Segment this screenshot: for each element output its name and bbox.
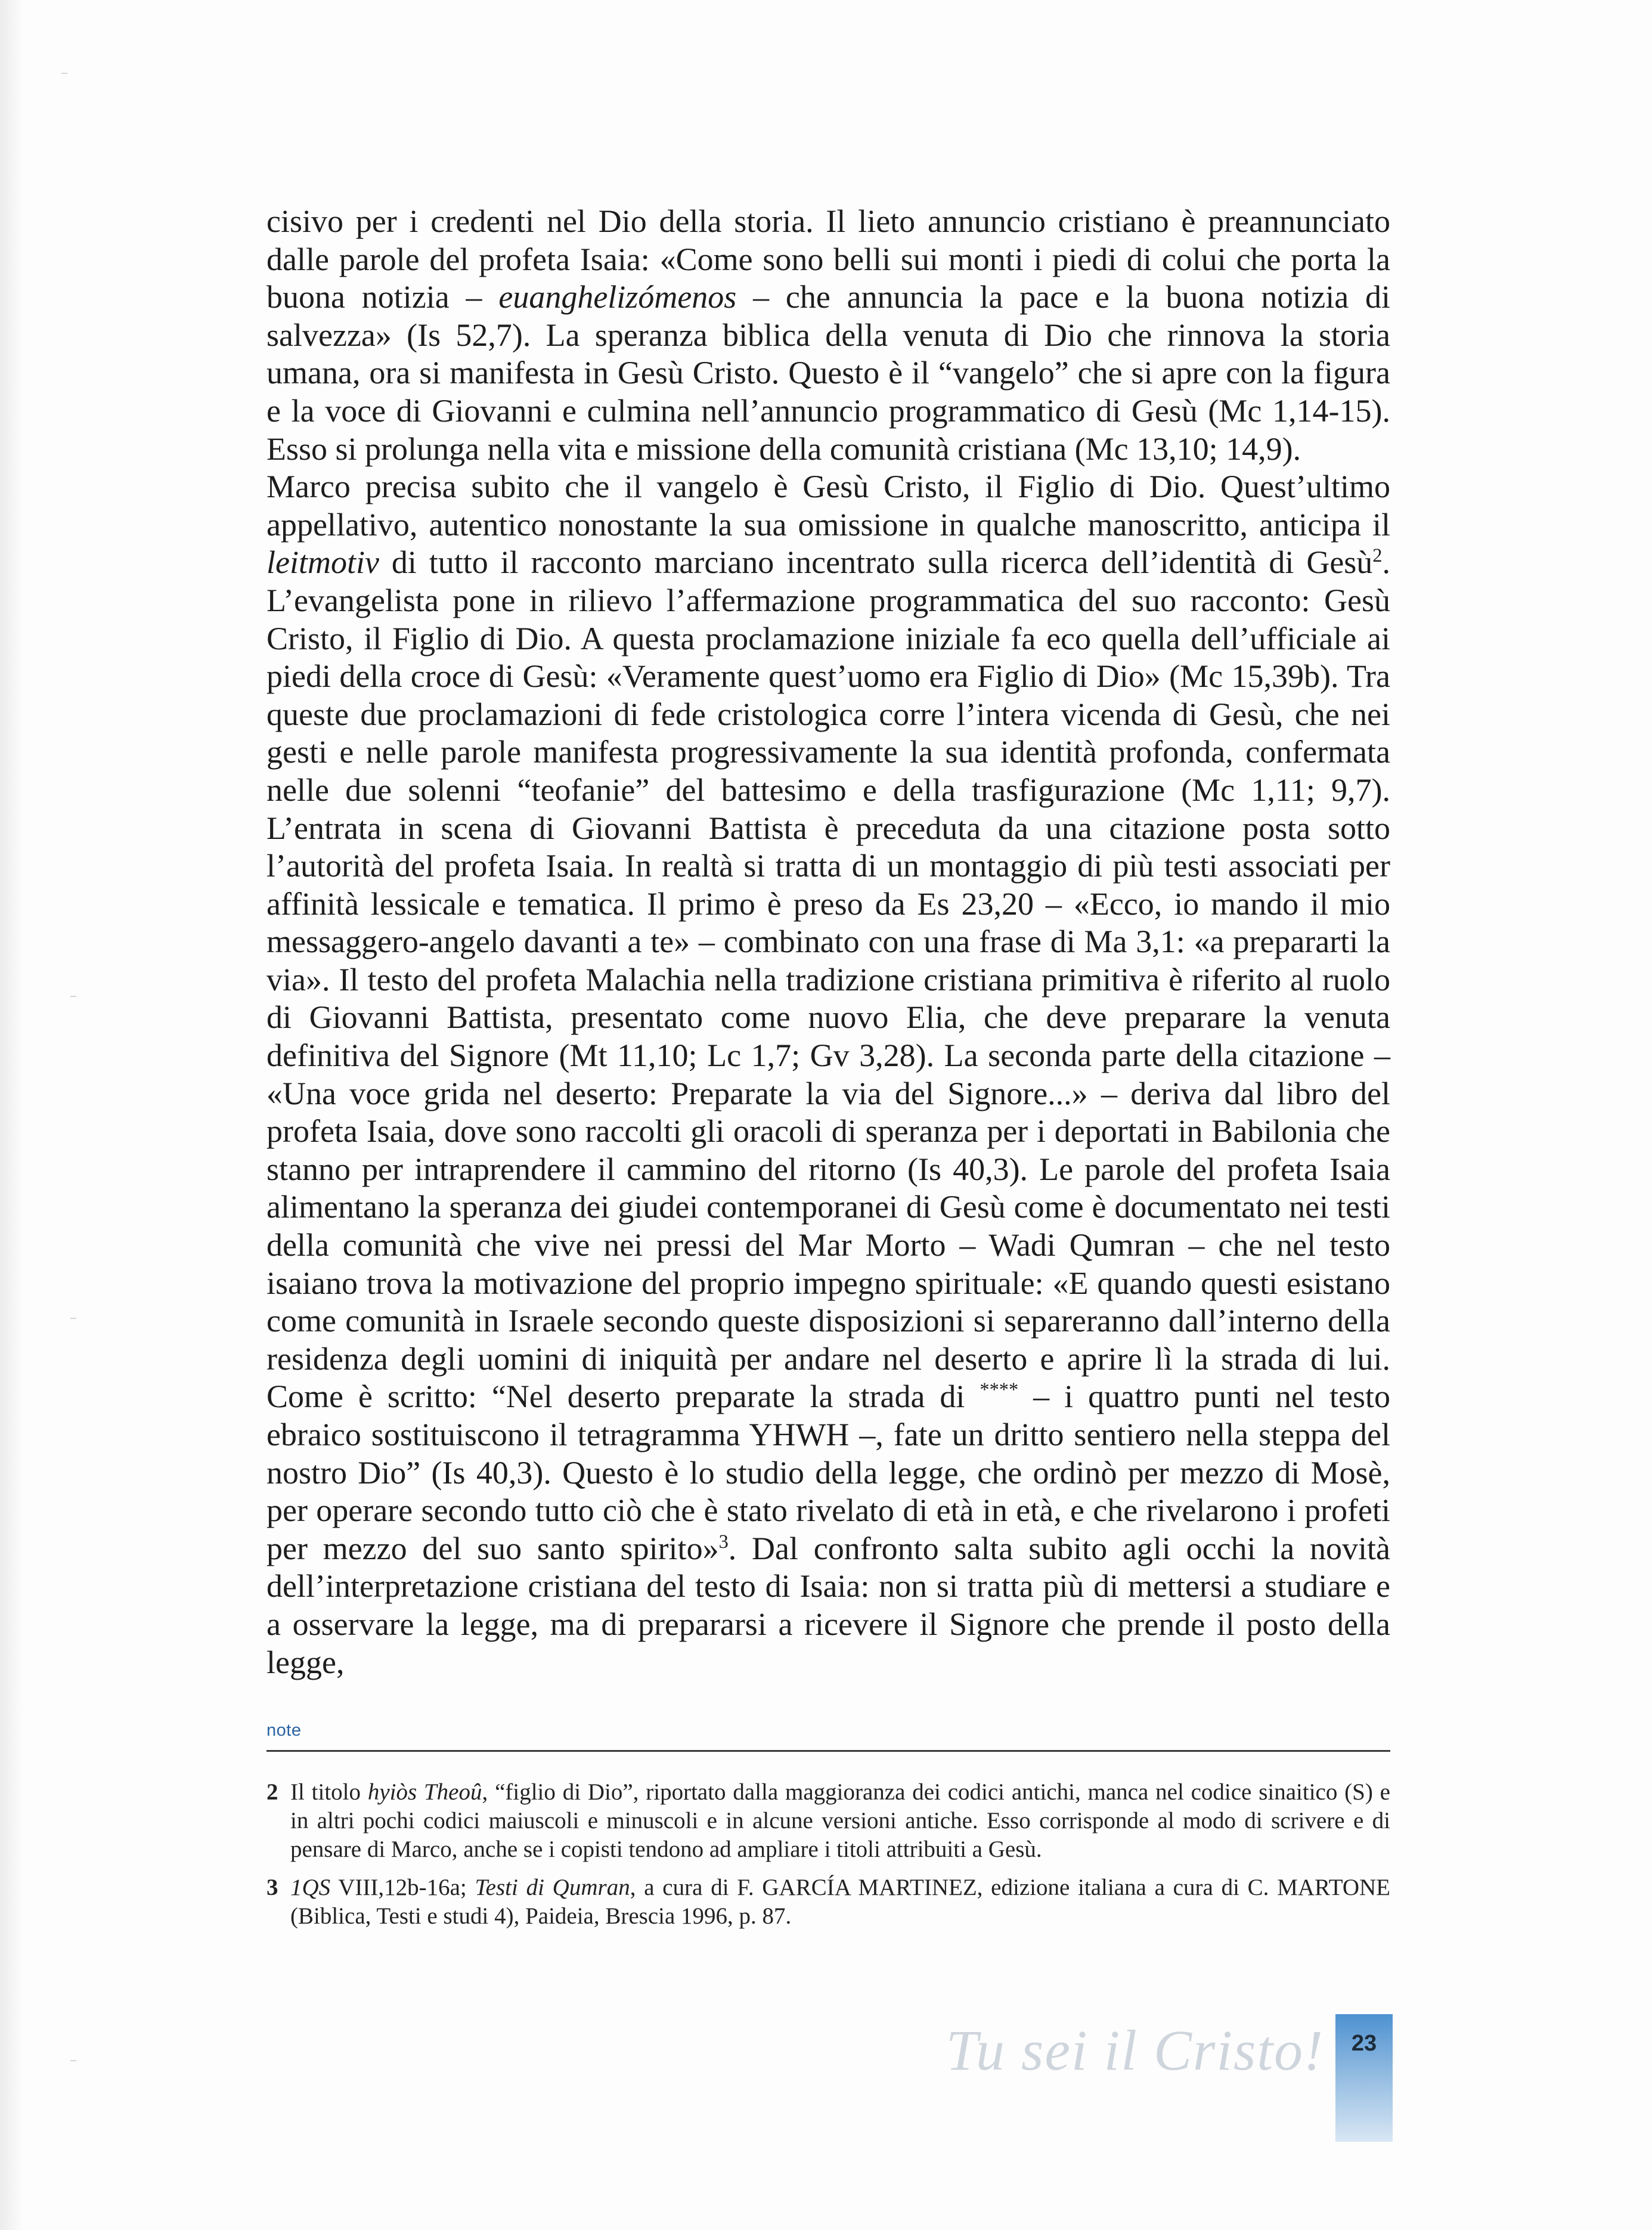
superscript: 2 bbox=[1372, 545, 1383, 567]
italic-text: leitmotiv bbox=[266, 544, 379, 581]
text-run: VIII,12b-16a; bbox=[330, 1875, 475, 1900]
text-run: . Dal confronto salta subito agli occhi la novità dell’interpretazione cristiana del testo di Isaia: non si tratta più di mettersi a studiare e a osservare la legge, ma di prepararsi a ricevere il Signore che prende il posto della legge, bbox=[266, 1530, 1390, 1680]
italic-text: 1QS bbox=[290, 1875, 331, 1900]
notes-heading: note bbox=[266, 1721, 302, 1740]
footnote-number: 3 bbox=[266, 1875, 278, 1900]
notes-divider bbox=[266, 1750, 1390, 1752]
footnote-3 bbox=[266, 1873, 1390, 1931]
page-number: 23 bbox=[1351, 2031, 1377, 2056]
italic-text: euanghelizómenos bbox=[498, 279, 737, 315]
superscript: **** bbox=[980, 1379, 1019, 1401]
text-run: di tutto il racconto marciano incentrato sulla ricerca dell’identità di Gesù bbox=[379, 544, 1373, 581]
italic-text: Testi di Qumran bbox=[475, 1875, 630, 1900]
text-run: . L’evangelista pone in rilievo l’affermazione programmatica del suo racconto: Gesù Cristo, il Figlio di Dio. A questa proclamazione iniziale fa eco quella dell’ufficiale ai piedi della croce di Gesù: «Veramente quest’uomo era Figlio di Dio» (Mc 15,39b). Tra queste due proclamazioni di fede cristologica corre l’intera vicenda di Gesù, che nei gesti e nelle parole manifesta progressivamente la sua identità profonda, confermata nelle due solenni “teofanie” del battesimo e della trasfigurazione (Mc 1,11; 9,7). L’entrata in scena di Giovanni Battista è preceduta da una citazione posta sotto l’autorità del profeta Isaia. In realtà si tratta di un montaggio di più testi associati per affinità lessicale e tematica. Il primo è preso da Es 23,20 – «Ecco, io mando il mio messaggero-angelo davanti a te» – combinato con una frase di Ma 3,1: «a prepararti la via». Il testo del profeta Malachia nella tradizione cristiana primitiva è riferito al ruolo di Giovanni Battista, presentato come nuovo Elia, che deve preparare la venuta definitiva del Signore (Mt 11,10; Lc 1,7; Gv 3,28). La seconda parte della citazione – «Una voce grida nel deserto: Preparate la via del Signore...» – deriva dal libro del profeta Isaia, dove sono raccolti gli oracoli di speranza per i deportati in Babilonia che stanno per intraprendere il cammino del ritorno (Is 40,3). Le parole del profeta Isaia alimentano la speranza dei giudei contemporanei di Gesù come è documentato nei testi della comunità che vive nei pressi del Mar Morto – Wadi Qumran – che nel testo isaiano trova la motivazione del proprio impegno spirituale: «E quando questi esistano come comunità in Israele secondo queste disposizioni si separeranno dall’interno della residenza degli uomini di iniquità per andare nel deserto e aprire lì la strada di lui. Come è scritto: “Nel deserto preparate la strada di bbox=[266, 544, 1390, 1415]
page-number-box bbox=[1335, 2014, 1393, 2142]
footnote-text bbox=[290, 1779, 1390, 1862]
footnotes bbox=[266, 1778, 1390, 1940]
body-paragraph-2 bbox=[266, 468, 1390, 1681]
footnote-number: 2 bbox=[266, 1779, 278, 1805]
margin-tick bbox=[70, 1318, 76, 1319]
text-run: Il titolo bbox=[290, 1779, 368, 1805]
superscript: 3 bbox=[718, 1531, 729, 1553]
running-title: Tu sei il Cristo! bbox=[946, 2018, 1324, 2082]
text-run: cisivo per i credenti nel Dio della storia. Il lieto annuncio cristiano è preannunciato dalle parole del profeta Isaia: «Come sono belli sui monti i piedi di colui che porta la buona notizia – bbox=[266, 203, 1390, 315]
footnote-text bbox=[290, 1875, 1390, 1929]
text-run: , a cura di F. GARCÍA MARTINEZ, edizione italiana a cura di C. MARTONE (Biblica, Testi e studi 4), Paideia, Brescia 1996, p. 87. bbox=[290, 1875, 1390, 1929]
text-run: – i quattro punti nel testo ebraico sostituiscono il tetragramma YHWH –, fate un dritto sentiero nella steppa del nostro Dio” (Is 40,3). Questo è lo studio della legge, che ordinò per mezzo di Mosè, per operare secondo tutto ciò che è stato rivelato di età in età, e che rivelarono i profeti per mezzo del suo santo spirito» bbox=[266, 1379, 1390, 1566]
footnote-2 bbox=[266, 1778, 1390, 1864]
text-run: – che annuncia la pace e la buona notizia di salvezza» (Is 52,7). La speranza biblica della venuta di Dio che rinnova la storia umana, ora si manifesta in Gesù Cristo. Questo è il “vangelo” che si apre con la figura e la voce di Giovanni e culmina nell’annuncio programmatico di Gesù (Mc 1,14-15). Esso si prolunga nella vita e missione della comunità cristiana (Mc 13,10; 14,9). bbox=[266, 279, 1390, 467]
margin-tick bbox=[70, 2060, 76, 2061]
body-paragraph-1 bbox=[266, 203, 1390, 468]
text-run: Marco precisa subito che il vangelo è Gesù Cristo, il Figlio di Dio. Quest’ultimo appellativo, autentico nonostante la sua omissione in qualche manoscritto, anticipa il bbox=[266, 469, 1390, 543]
text-run: , “figlio di Dio”, riportato dalla maggioranza dei codici antichi, manca nel codice sinaitico (S) e in altri pochi codici maiuscoli e minuscoli e in alcune versioni antiche. Esso corrisponde al modo di scrivere e di pensare di Marco, anche se i copisti tendono ad ampliare i titoli attribuiti a Gesù. bbox=[290, 1779, 1390, 1862]
body-text bbox=[266, 203, 1390, 1681]
margin-tick bbox=[70, 996, 76, 997]
scan-edge bbox=[0, 0, 24, 2230]
italic-text: hyiòs Theoû bbox=[367, 1779, 482, 1805]
margin-tick bbox=[61, 73, 67, 74]
